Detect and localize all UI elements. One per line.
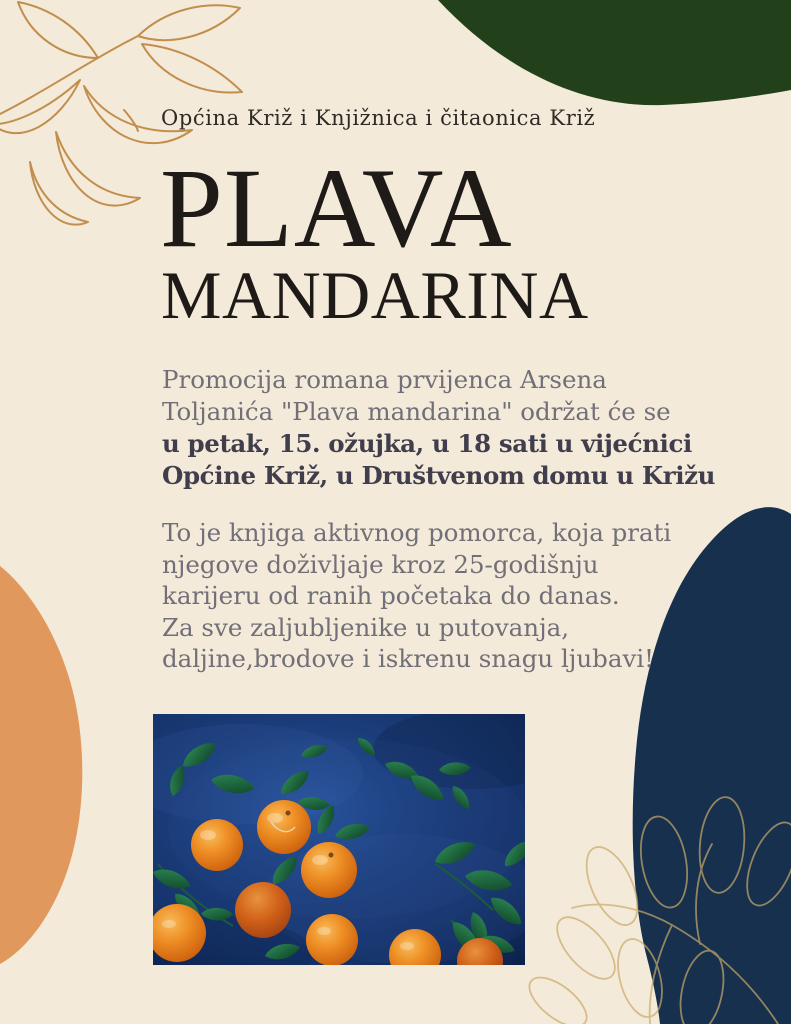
event-datetime-line: u petak, 15. ožujka, u 18 sati u vijećnici [162,429,692,458]
description-line: karijeru od ranih početaka do danas. [162,581,620,610]
book-description [162,517,671,675]
green-blob-shape [438,0,791,105]
orange-blob-shape [0,566,82,964]
poster-title-line2: MANDARINA [161,257,589,333]
organization-header: Općina Križ i Knjižnica i čitaonica Križ [161,106,596,130]
mandarins-photo-art [153,714,525,965]
description-line: njegove doživljaje kroz 25-godišnju [162,549,599,579]
mandarins-photo [153,714,525,965]
event-announcement [162,364,715,492]
description-line: daljine,brodove i iskrenu snagu ljubavi! [162,644,654,673]
event-location-line: Općine Križ, u Društvenom domu u Križu [162,461,716,490]
announcement-line: Toljanića "Plava mandarina" održat će se [162,397,671,426]
description-line: To je knjiga aktivnog pomorca, koja prati [162,518,672,547]
description-line: Za sve zaljubljenike u putovanja, [162,612,570,642]
announcement-line: Promocija romana prvijenca Arsena [162,365,607,394]
poster-title-line1: PLAVA [160,146,513,271]
